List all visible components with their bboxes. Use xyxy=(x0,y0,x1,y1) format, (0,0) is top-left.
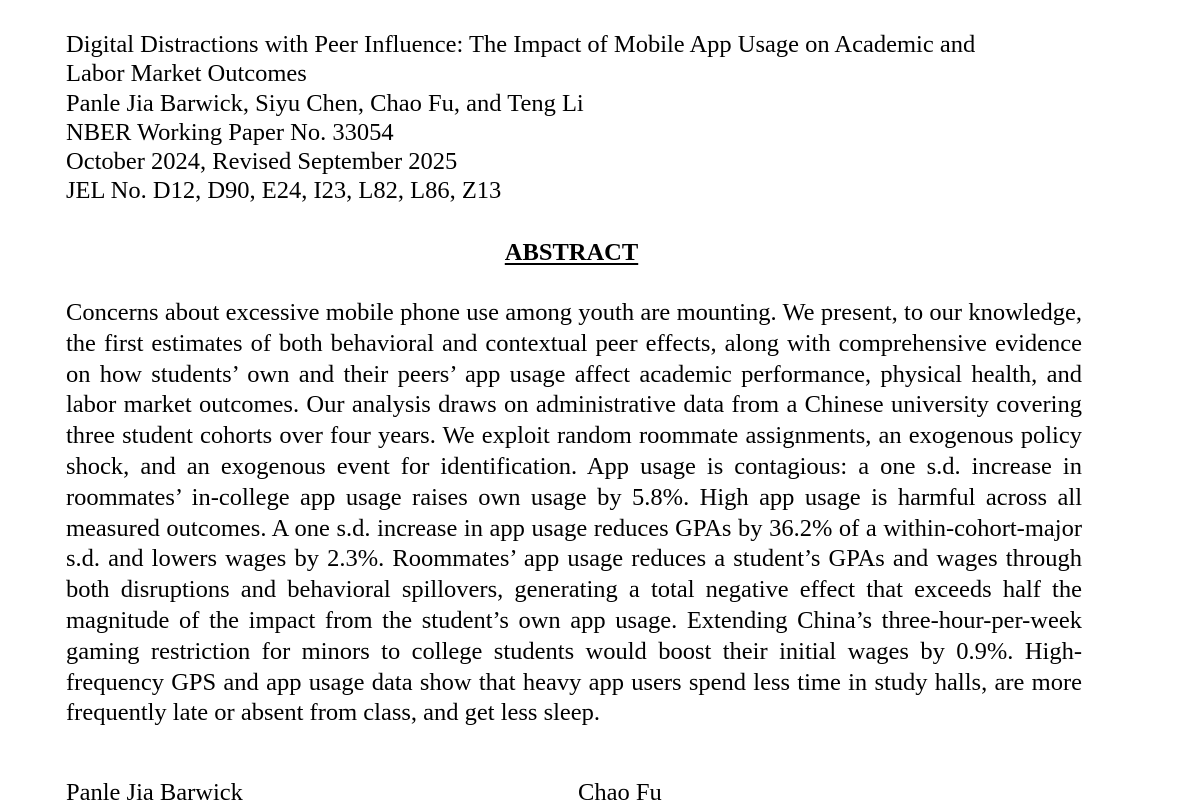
abstract-body: Concerns about excessive mobile phone use among youth are mounting. We present, to our knowledge, the first estimates of both behavioral and contextual peer effects, along with comprehensive evidence on how students’ own and their peers’ app usage affect academic performance, physical health, and labor market outcomes. Our analysis draws on administrative data from a Chinese university covering three student cohorts over four years. We exploit random roommate assignments, an exogenous policy shock, and an exogenous event for identification. App usage is contagious: a one s.d. increase in roommates’ in-college app usage raises own usage by 5.8%. High app usage is harmful across all measured outcomes. A one s.d. increase in app usage reduces GPAs by 36.2% of a within-cohort-major s.d. and lowers wages by 2.3%. Roommates’ app usage reduces a student’s GPAs and wages through both disruptions and behavioral spillovers, generating a total negative effect that exceeds half the magnitude of the impact from the student’s own app usage. Extending China’s three-hour-per-week gaming restriction for minors to college students would boost their initial wages by 0.9%. High-frequency GPS and app usage data show that heavy app users spend less time in study halls, are more frequently late or absent from class, and get less sleep. xyxy=(66,299,1082,727)
paper-series: NBER Working Paper No. 33054 xyxy=(66,118,394,146)
paper-date: October 2024, Revised September 2025 xyxy=(66,148,458,176)
paper-authors: Panle Jia Barwick, Siyu Chen, Chao Fu, and Teng Li xyxy=(66,89,584,117)
abstract-heading: ABSTRACT xyxy=(504,239,639,266)
contact-author-left: Panle Jia Barwick xyxy=(66,779,243,806)
paper-title-line-1: Digital Distractions with Peer Influence: The Impact of Mobile App Usage on Academic and xyxy=(66,31,976,58)
author-contacts-cutoff xyxy=(66,778,1082,808)
paper-jel-codes: JEL No. D12, D90, E24, I23, L82, L86, Z13 xyxy=(66,177,502,205)
paper-metadata xyxy=(66,30,1146,206)
paper-title-line-2: Labor Market Outcomes xyxy=(66,60,307,88)
contact-author-right: Chao Fu xyxy=(578,779,662,806)
